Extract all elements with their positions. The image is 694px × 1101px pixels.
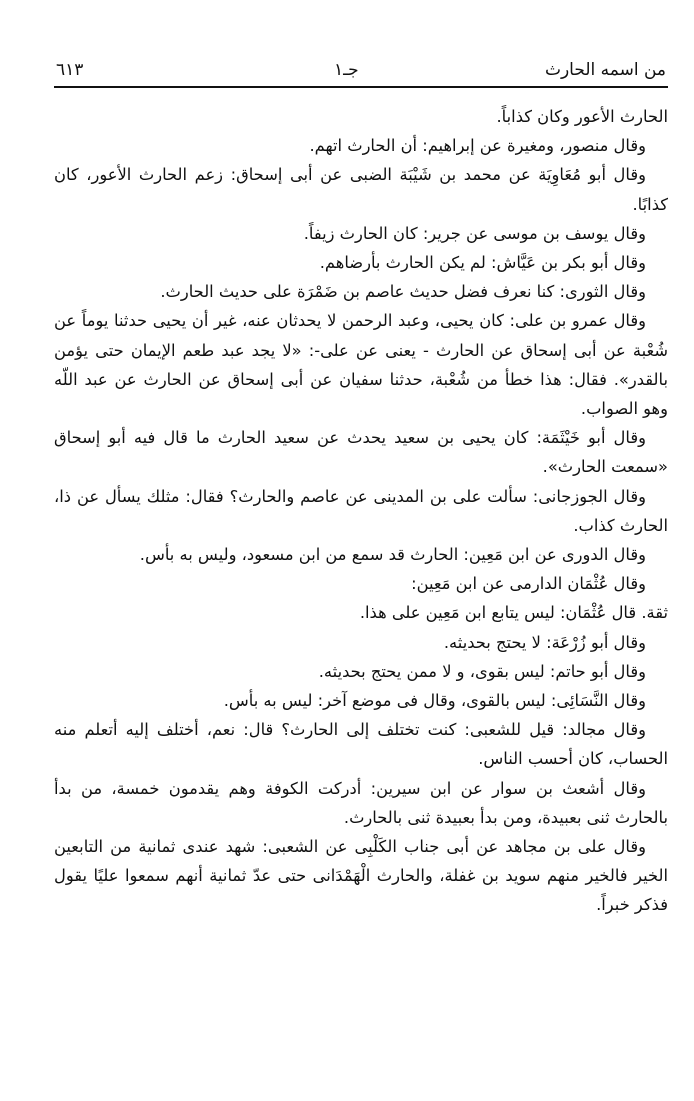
paragraph: وقال يوسف بن موسى عن جرير: كان الحارث زيفاً. (303, 223, 646, 243)
paragraph: ثقة. قال عُثْمَان: ليس يتابع ابن مَعِين على هذا. (359, 603, 668, 623)
paragraph: وقال أبو زُرْعَة: لا يحتج بحديثه. (443, 632, 646, 652)
paragraph: وقال على بن مجاهد عن أبى جناب الكَلْبِى عن الشعبى: شهد عندى ثمانية من التابعين الخير فالخير منهم سويد بن غفلة، والحارث الْهَمْدَانى حتى عدّ ثمانية أنهم سمعوا عليًا يقول فذكر خبراً. (54, 837, 668, 915)
paragraph: الحارث الأعور وكان كذاباً. (496, 107, 668, 126)
paragraph: وقال الثورى: كنا نعرف فضل حديث عاصم بن ضَمْرَة على حديث الحارث. (160, 282, 646, 302)
running-title: من اسمه الحارث (544, 60, 666, 80)
paragraph: وقال الجوزجانى: سألت على بن المدينى عن عاصم والحارث؟ فقال: مثلك يسأل عن ذا، الحارث كذاب. (54, 486, 668, 535)
paragraph: وقال عمرو بن على: كان يحيى، وعبد الرحمن لا يحدثان عنه، غير أن يحيى حدثنا يوماً عن شُعْبة عن أبى إسحاق عن الحارث - يعنى عن على-: «لا يجد عبد طعم الإيمان حتى يؤمن بالقدر». فقال: هذا خطأ من شُعْبة، حدثنا سفيان عن أبى إسحاق عن الحارث عن عبد اللّه وهو الصواب. (54, 311, 668, 419)
paragraph: وقال أشعث بن سوار عن ابن سيرين: أدركت الكوفة وهم يقدمون خمسة، من بدأ بالحارث ثنى بعبيدة، ومن بدأ بعبيدة ثنى بالحارث. (54, 778, 668, 827)
page-body (54, 102, 668, 920)
paragraph: وقال الدورى عن ابن مَعِين: الحارث قد سمع من ابن مسعود، وليس به بأس. (139, 545, 646, 565)
paragraph: وقال أبو خَيْثَمَة: كان يحيى بن سعيد يحدث عن سعيد الحارث ما قال فيه أبو إسحاق «سمعت الحارث». (54, 428, 668, 477)
volume-label: جـ١ (334, 60, 359, 80)
paragraph: وقال النَّسَائِى: ليس بالقوى، وقال فى موضع آخر: ليس به بأس. (223, 691, 646, 711)
page-number: ٦١٣ (56, 60, 84, 80)
paragraph: وقال أبو حاتم: ليس بقوى، و لا ممن يحتج بحديثه. (318, 661, 646, 681)
paragraph: وقال منصور، ومغيرة عن إبراهيم: أن الحارث اتهم. (309, 136, 646, 156)
book-page (54, 52, 668, 920)
paragraph: وقال أبو مُعَاوِيَة عن محمد بن شَيْبَة الضبى عن أبى إسحاق: زعم الحارث الأعور، كان كذابًا. (54, 165, 668, 214)
paragraph: وقال أبو بكر بن عَيَّاش: لم يكن الحارث بأرضاهم. (319, 253, 646, 273)
paragraph: وقال مجالد: قيل للشعبى: كنت تختلف إلى الحارث؟ قال: نعم، أختلف إليه أتعلم منه الحساب، كان أحسب الناس. (54, 720, 668, 769)
paragraph: وقال عُثْمَان الدارمى عن ابن مَعِين: (411, 574, 646, 594)
page-header (54, 52, 668, 88)
